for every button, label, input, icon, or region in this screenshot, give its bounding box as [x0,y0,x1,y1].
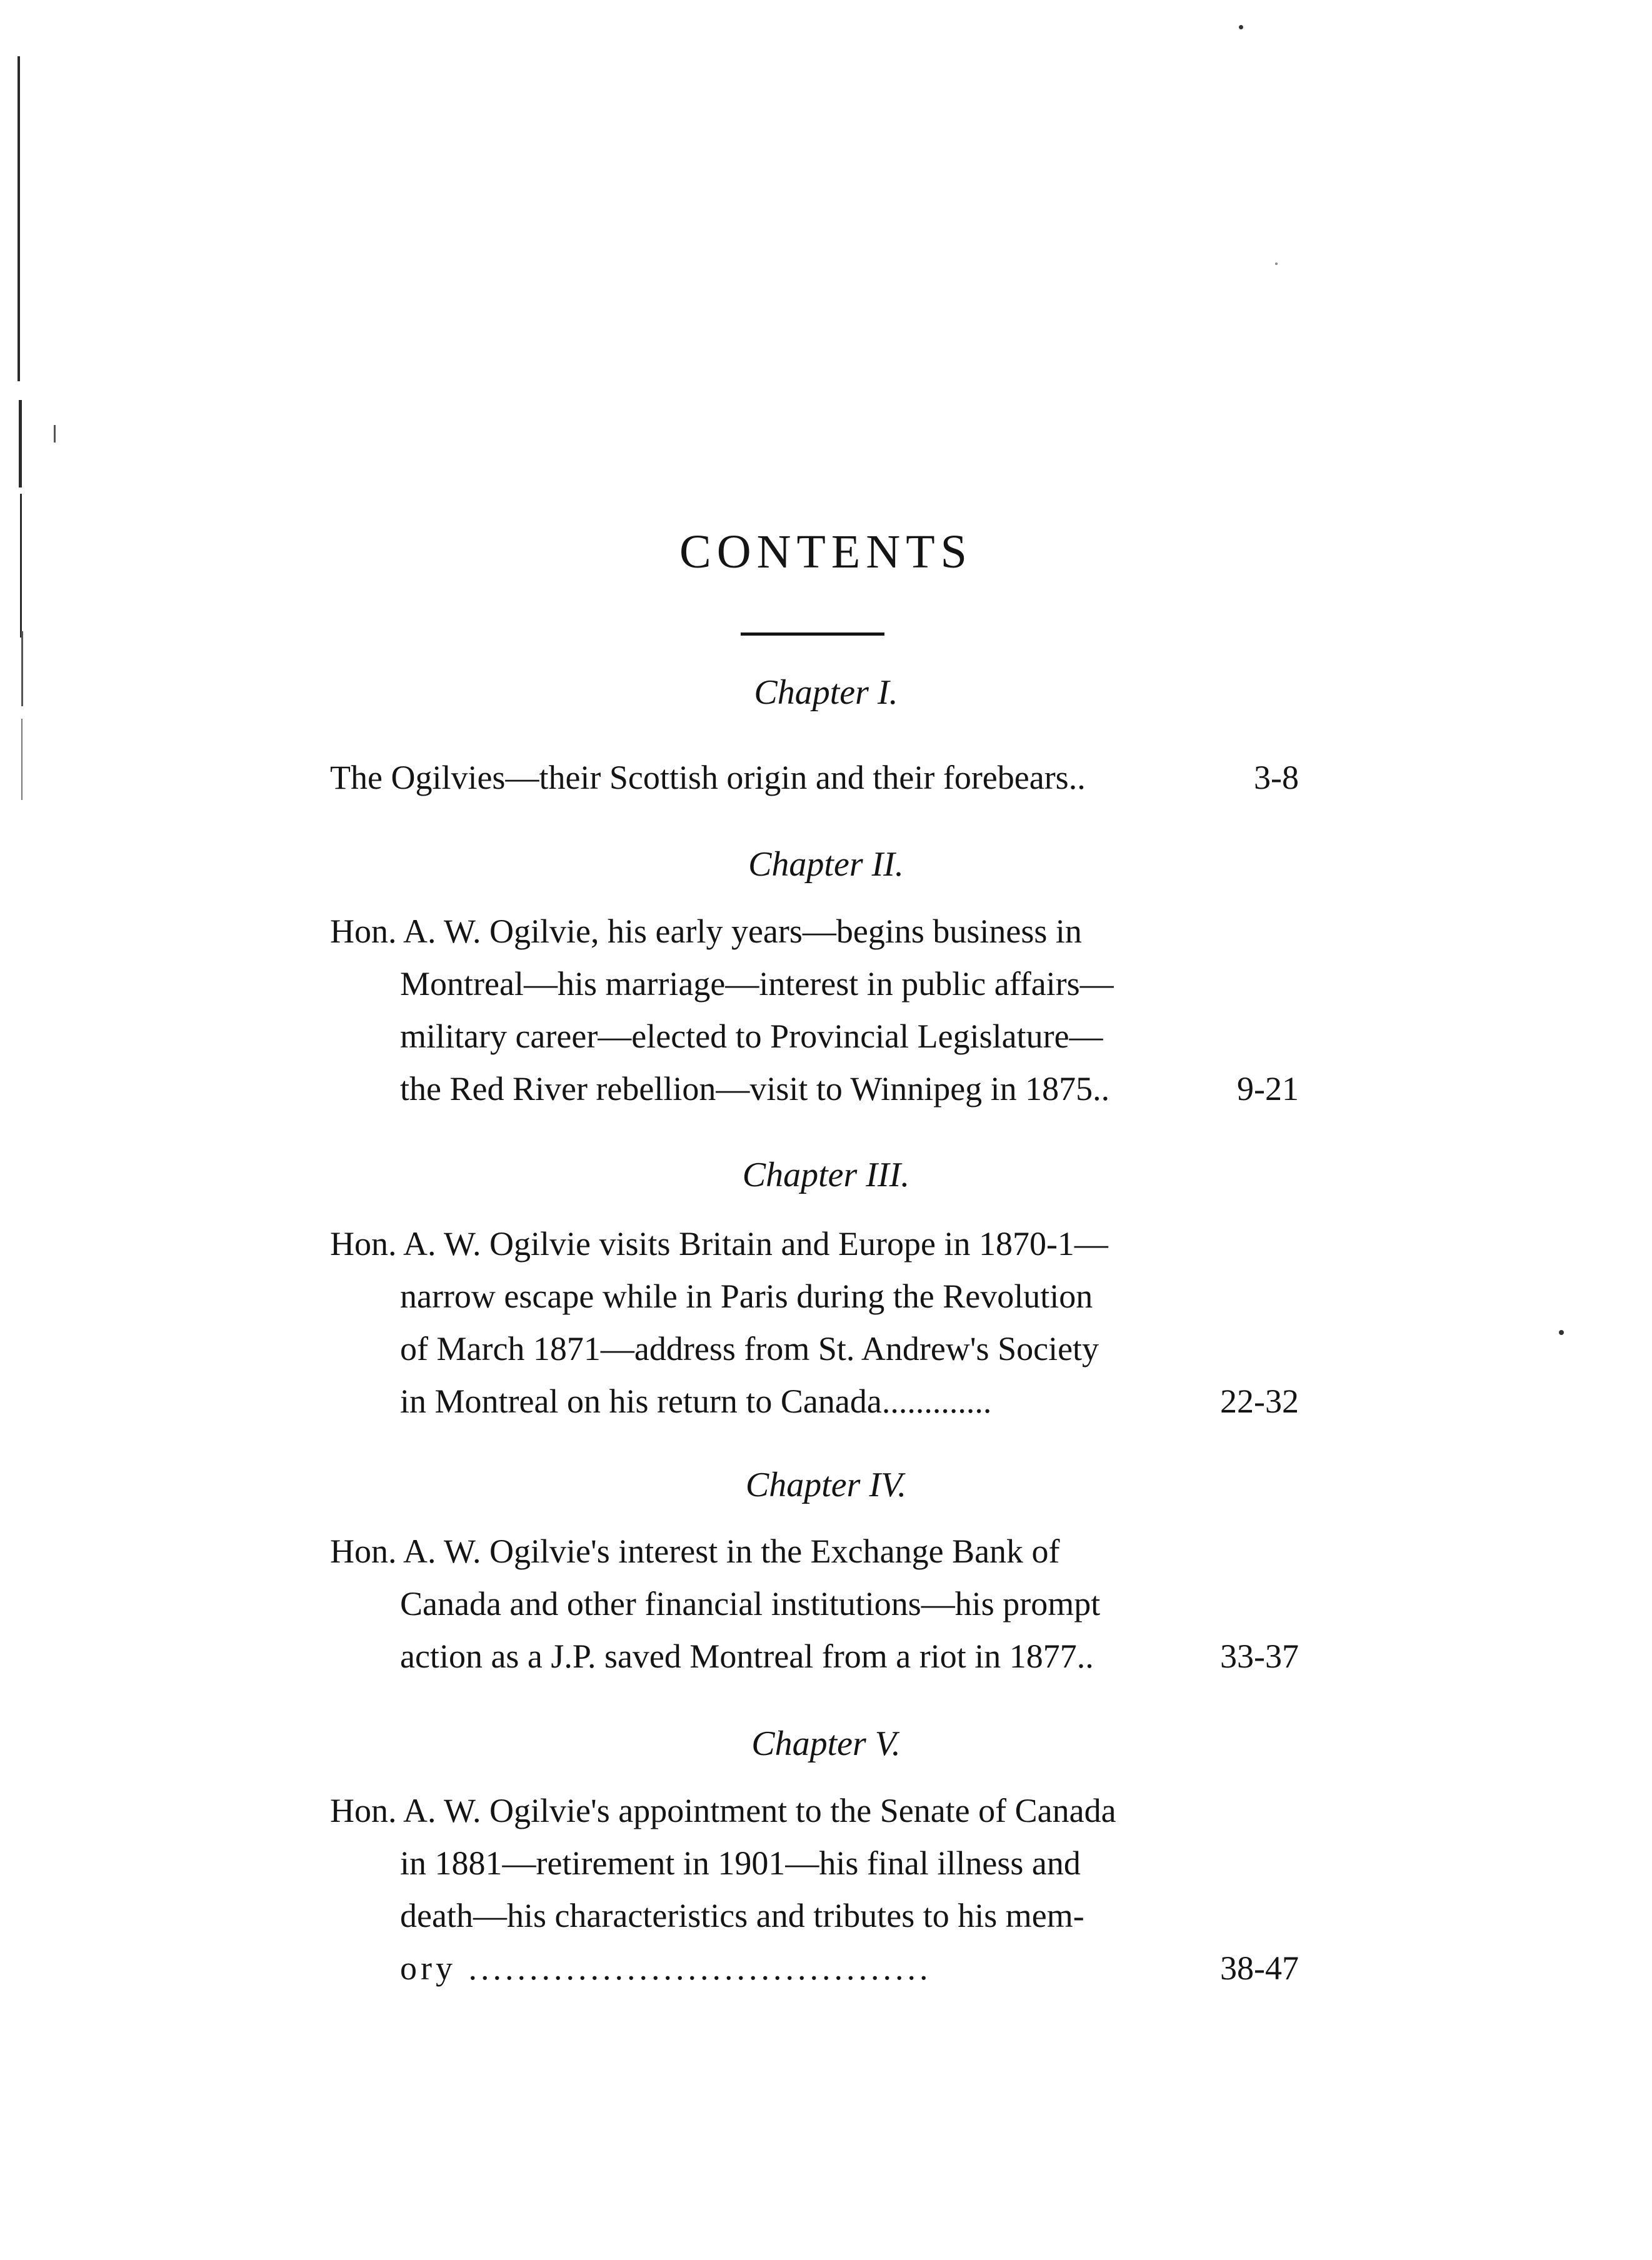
title-rule [741,632,884,636]
entry-line [330,1942,1299,1994]
paper-speck [1239,25,1243,29]
entry-line-text: in 1881—retirement in 1901—his final illness and [400,1844,1081,1882]
chapter-entry [330,751,1299,804]
entry-line [330,1889,1299,1942]
entry-line [330,905,1299,958]
entry-page-range: 33-37 [1220,1638,1299,1675]
entry-line [330,1270,1299,1322]
entry-line-text: in Montreal on his return to Canada............. [400,1382,992,1420]
entry-line [330,1578,1299,1630]
entry-line [330,1837,1299,1889]
paper-speck [1559,1330,1564,1335]
entry-line [330,1322,1299,1375]
entry-line-text: The Ogilvies—their Scottish origin and their forebears.. [330,759,1086,796]
entry-line-text: death—his characteristics and tributes to his mem- [400,1897,1084,1934]
binding-edge-mark [18,56,20,381]
entry-line [330,1630,1299,1682]
entry-line [330,1062,1299,1115]
binding-edge-mark [54,425,56,442]
chapter-heading: Chapter I. [754,673,898,712]
entry-page-range: 22-32 [1220,1382,1299,1420]
entry-line-text: Hon. A. W. Ogilvie's interest in the Exchange Bank of [330,1532,1060,1570]
chapter-entry [330,1525,1299,1682]
entry-line-text: Hon. A. W. Ogilvie's appointment to the Senate of Canada [330,1792,1116,1829]
entry-line-text: narrow escape while in Paris during the Revolution [400,1278,1093,1315]
chapter-entry [330,1784,1299,1994]
binding-edge-mark [21,719,23,800]
entry-line-text: Montreal—his marriage—interest in public affairs— [400,965,1114,1002]
entry-line-text: Hon. A. W. Ogilvie visits Britain and Europe in 1870-1— [330,1225,1108,1262]
entry-line [330,958,1299,1010]
page-title: CONTENTS [679,526,973,578]
entry-line-text: the Red River rebellion—visit to Winnipeg in 1875.. [400,1070,1110,1108]
entry-line [330,751,1299,804]
entry-line-text: Canada and other financial institutions—his prompt [400,1585,1101,1622]
entry-page-range: 9-21 [1237,1070,1299,1108]
entry-line [330,1525,1299,1578]
chapter-heading: Chapter V. [751,1724,901,1763]
entry-page-range: 3-8 [1254,759,1299,796]
entry-line-text: action as a J.P. saved Montreal from a riot in 1877.. [400,1638,1094,1675]
chapter-heading: Chapter II. [748,845,904,884]
entry-line [330,1218,1299,1270]
entry-line-text: ory ...................................... [400,1949,932,1987]
binding-edge-mark [19,400,22,488]
entry-line [330,1784,1299,1837]
entry-line-text: Hon. A. W. Ogilvie, his early years—begins business in [330,912,1082,950]
entry-line [330,1375,1299,1428]
chapter-heading: Chapter III. [742,1156,910,1194]
chapter-entry [330,905,1299,1115]
entry-line [330,1010,1299,1062]
chapter-entry [330,1218,1299,1428]
chapter-heading: Chapter IV. [745,1466,907,1504]
entry-line-text: military career—elected to Provincial Legislature— [400,1018,1103,1055]
paper-speck [1275,262,1278,265]
entry-page-range: 38-47 [1220,1949,1299,1987]
entry-line-text: of March 1871—address from St. Andrew's Society [400,1330,1099,1368]
